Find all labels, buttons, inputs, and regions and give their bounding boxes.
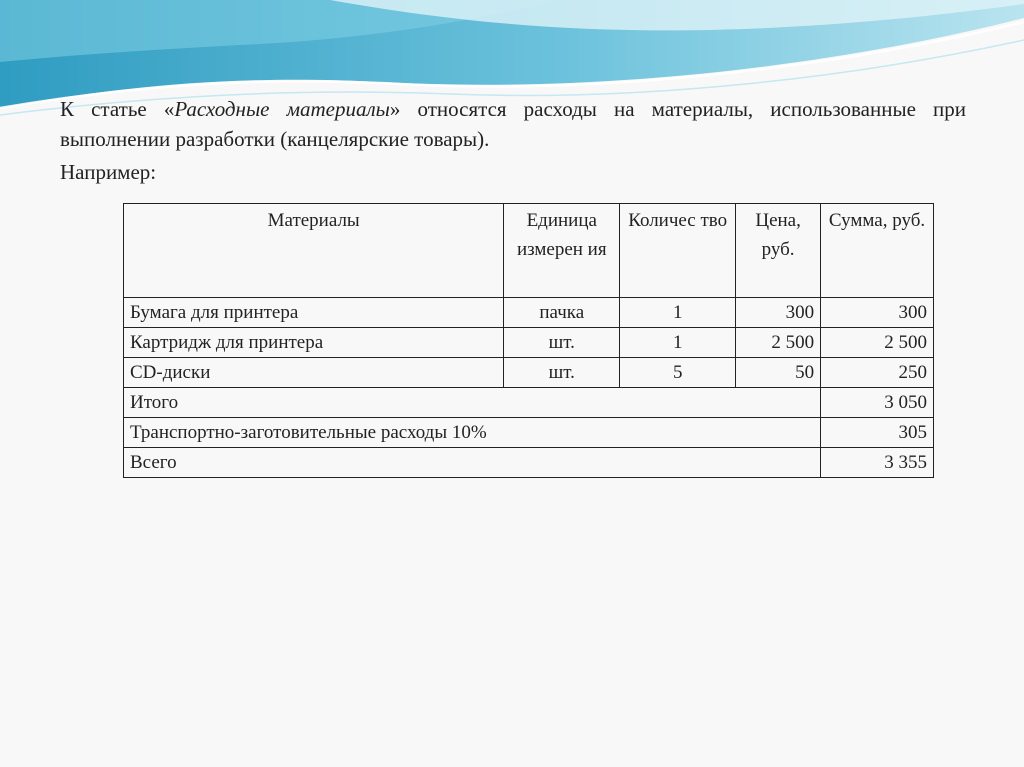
intro-text-italic: Расходные материалы bbox=[174, 97, 390, 121]
header-material: Материалы bbox=[124, 204, 504, 298]
cell-price: 50 bbox=[736, 358, 821, 388]
summary-label: Всего bbox=[124, 448, 821, 478]
table-row bbox=[124, 328, 934, 358]
table-row bbox=[124, 358, 934, 388]
table-row bbox=[124, 298, 934, 328]
header-total: Сумма, руб. bbox=[821, 204, 934, 298]
summary-total: 3 355 bbox=[821, 448, 934, 478]
summary-row-grand-total bbox=[124, 448, 934, 478]
materials-table bbox=[123, 203, 934, 478]
summary-total: 3 050 bbox=[821, 388, 934, 418]
cell-quantity: 1 bbox=[620, 298, 736, 328]
cell-material: Картридж для принтера bbox=[124, 328, 504, 358]
header-unit: Единица измерен ия bbox=[504, 204, 620, 298]
summary-total: 305 bbox=[821, 418, 934, 448]
cell-total: 250 bbox=[821, 358, 934, 388]
intro-text-part1: К статье « bbox=[60, 97, 175, 121]
table-header-row bbox=[124, 204, 934, 298]
cell-material: Бумага для принтера bbox=[124, 298, 504, 328]
intro-text-part2: » относятся расходы на материалы, использованные при выполнении разработки (канцелярские товары). bbox=[60, 97, 966, 151]
cell-total: 2 500 bbox=[821, 328, 934, 358]
summary-row-transport bbox=[124, 418, 934, 448]
cell-unit: шт. bbox=[504, 358, 620, 388]
cell-material: CD-диски bbox=[124, 358, 504, 388]
cell-total: 300 bbox=[821, 298, 934, 328]
cell-quantity: 1 bbox=[620, 328, 736, 358]
summary-row-subtotal bbox=[124, 388, 934, 418]
intro-paragraph bbox=[60, 94, 966, 154]
summary-label: Транспортно-заготовительные расходы 10% bbox=[124, 418, 821, 448]
cell-unit: шт. bbox=[504, 328, 620, 358]
cell-unit: пачка bbox=[504, 298, 620, 328]
cell-price: 2 500 bbox=[736, 328, 821, 358]
summary-label: Итого bbox=[124, 388, 821, 418]
example-label: Например: bbox=[60, 160, 157, 184]
header-price: Цена, руб. bbox=[736, 204, 821, 298]
cell-price: 300 bbox=[736, 298, 821, 328]
cell-quantity: 5 bbox=[620, 358, 736, 388]
header-quantity: Количес тво bbox=[620, 204, 736, 298]
